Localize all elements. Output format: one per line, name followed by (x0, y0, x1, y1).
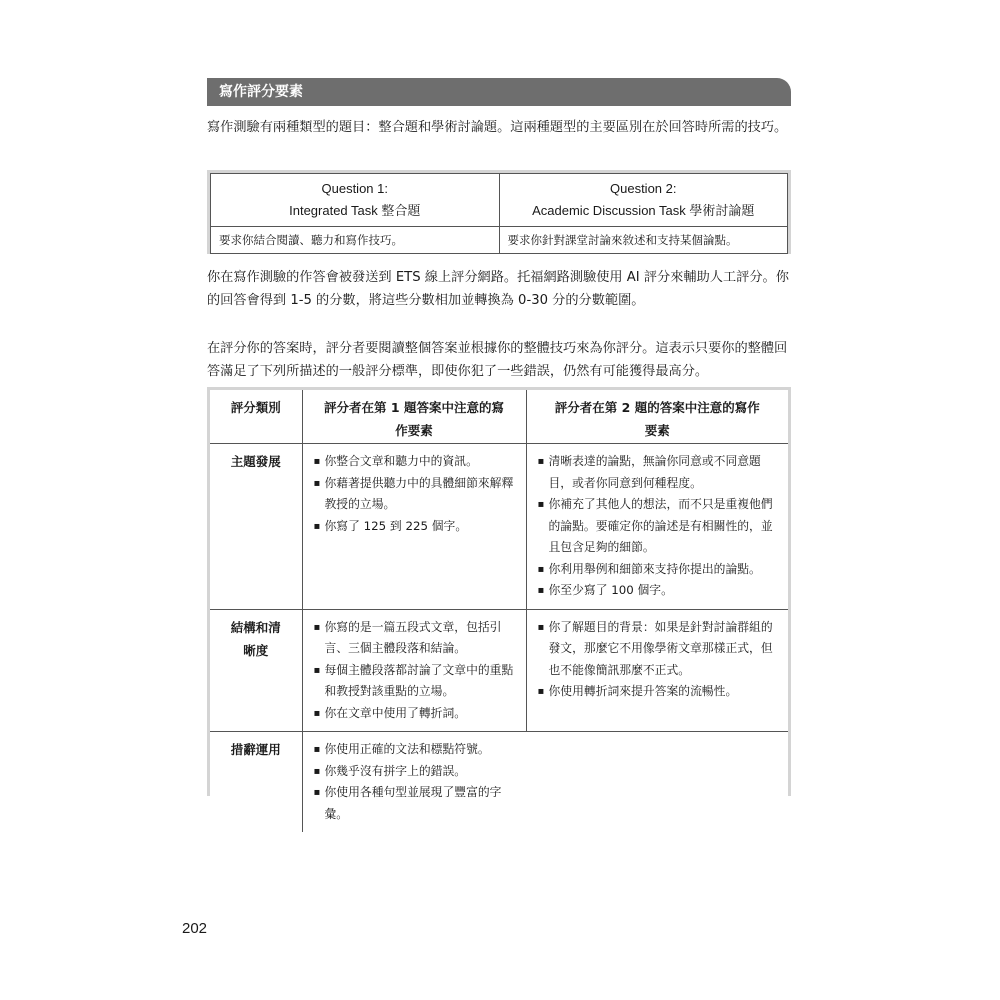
list-item: ▪ 你使用正確的文法和標點符號。 (314, 739, 518, 761)
list-item: ▪ 你至少寫了 100 個字。 (538, 580, 780, 602)
empty-cell (526, 732, 788, 833)
list-item: ▪ 你在文章中使用了轉折詞。 (314, 703, 517, 725)
category-cell (210, 609, 302, 732)
q2-header (499, 174, 788, 227)
grading-paragraph: 在評分你的答案時，評分者要閱讀整個答案並根據你的整體技巧來為你評分。這表示只要你的整體回答滿足了下列所描述的一般評分標準，即使你犯了一些錯誤，仍然有可能獲得最高分。 (207, 341, 788, 379)
category-cell: 措辭運用 (210, 732, 302, 833)
scoring-paragraph: 你在寫作測驗的作答會被發送到 ETS 線上評分網路。托福網路測驗使用 AI 評分來輔助人工評分。你的回答會得到 1-5 的分數，將這些分數相加並轉換為 0-30 分的分數範圍。 (207, 270, 789, 308)
q1-criteria-cell (302, 732, 526, 833)
q2-description: 要求你針對課堂討論來敘述和支持某個論點。 (499, 227, 788, 254)
header-category: 評分類別 (210, 390, 302, 444)
list-item: ▪ 每個主體段落都討論了文章中的重點和教授對該重點的立場。 (314, 660, 517, 703)
list-item: ▪ 你寫了 125 到 225 個字。 (314, 516, 517, 538)
category-text: 結構和清晰度 (230, 619, 281, 658)
criteria-table (207, 387, 791, 821)
list-item: ▪ 你整合文章和聽力中的資訊。 (314, 451, 517, 473)
q2-subtitle: Academic Discussion Task 學術討論題 (532, 203, 755, 218)
table-row (210, 444, 788, 610)
header-q2 (526, 390, 788, 444)
q1-header (211, 174, 500, 227)
list-item: ▪ 你補充了其他人的想法，而不只是重複他們的論點。要確定你的論述是有相關性的，並且包含足夠的細節。 (538, 494, 780, 559)
q2-criteria-cell (526, 444, 788, 610)
task-comparison-table (207, 170, 791, 254)
list-item: ▪ 你藉著提供聽力中的具體細節來解釋教授的立場。 (314, 473, 517, 516)
section-title-bar (207, 78, 791, 106)
header-q1 (302, 390, 526, 444)
list-item: ▪ 你了解題目的背景：如果是針對討論群組的發文，那麼它不用像學術文章那樣正式，但也不能像簡訊那麼不正式。 (538, 617, 780, 682)
table-row (210, 609, 788, 732)
q1-description: 要求你結合閱讀、聽力和寫作技巧。 (211, 227, 500, 254)
list-item: ▪ 你使用轉折詞來提升答案的流暢性。 (538, 681, 780, 703)
q2-criteria-cell (526, 609, 788, 732)
list-item: ▪ 你幾乎沒有拼字上的錯誤。 (314, 761, 518, 783)
q1-criteria-cell (302, 444, 526, 610)
q2-title: Question 2: (610, 181, 677, 196)
section-title: 寫作評分要素 (219, 84, 303, 100)
intro-paragraph: 寫作測驗有兩種類型的題目：整合題和學術討論題。這兩種題型的主要區別在於回答時所需的技巧。 (207, 120, 788, 135)
list-item: ▪ 清晰表達的論點，無論你同意或不同意題目，或者你同意到何種程度。 (538, 451, 780, 494)
q1-title: Question 1: (321, 181, 388, 196)
q1-subtitle: Integrated Task 整合題 (289, 203, 421, 218)
list-item: ▪ 你寫的是一篇五段式文章，包括引言、三個主體段落和結論。 (314, 617, 517, 660)
header-q2-text: 評分者在第 2 題的答案中注意的寫作要素 (554, 400, 760, 438)
header-q1-text: 評分者在第 1 題答案中注意的寫作要素 (324, 400, 504, 438)
q1-criteria-cell (302, 609, 526, 732)
list-item: ▪ 你利用舉例和細節來支持你提出的論點。 (538, 559, 780, 581)
category-cell: 主題發展 (230, 454, 281, 469)
list-item: ▪ 你使用各種句型並展現了豐富的字彙。 (314, 782, 518, 825)
table-row (210, 732, 788, 833)
page-number: 202 (182, 920, 208, 937)
